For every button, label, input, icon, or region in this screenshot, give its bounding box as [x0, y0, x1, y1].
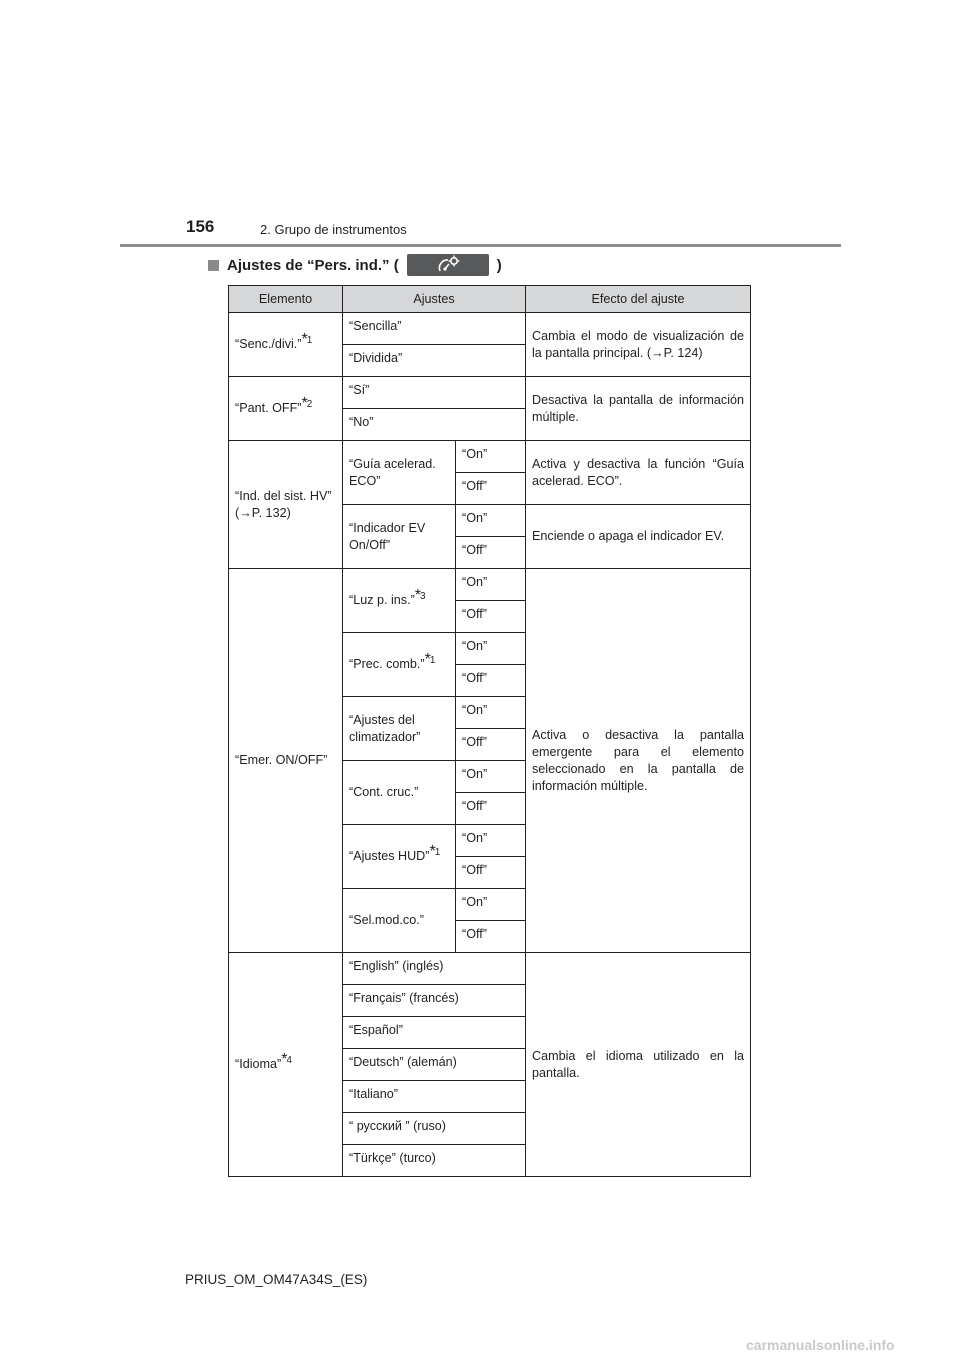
table-row	[229, 441, 751, 473]
footnote-number: 1	[429, 655, 436, 666]
on-cell: “On”	[456, 505, 526, 537]
sub-item-label: “Luz p. ins.”	[349, 593, 415, 607]
item-label: “Pant. OFF”	[235, 401, 302, 415]
section-title: 2. Grupo de instrumentos	[260, 222, 407, 237]
sub-item-cell	[343, 569, 456, 633]
item-cell	[229, 953, 343, 1177]
on-cell: “On”	[456, 633, 526, 665]
effect-cell: Activa y desactiva la función “Guía acelerad. ECO”.	[526, 441, 751, 505]
header-efecto: Efecto del ajuste	[526, 286, 751, 313]
footnote-number: 3	[420, 591, 426, 602]
off-cell: “Off”	[456, 921, 526, 953]
gauge-settings-icon	[407, 254, 489, 276]
off-cell: “Off”	[456, 729, 526, 761]
off-cell: “Off”	[456, 793, 526, 825]
footnote-asterisk: *	[301, 331, 308, 348]
language-cell: “Italiano”	[343, 1081, 526, 1113]
table-row	[229, 377, 751, 409]
footnote-number: 2	[306, 399, 313, 410]
effect-cell: Cambia el idioma utilizado en la pantalla.	[526, 953, 751, 1177]
section-heading	[208, 252, 502, 278]
header-rule	[120, 244, 841, 247]
document-code: PRIUS_OM_OM47A34S_(ES)	[185, 1272, 368, 1287]
sub-item-cell: “Cont. cruc.”	[343, 761, 456, 825]
sub-item-cell: “Sel.mod.co.”	[343, 889, 456, 953]
footnote-number: 1	[434, 847, 441, 858]
header-ajustes: Ajustes	[343, 286, 526, 313]
table-header-row	[229, 286, 751, 313]
footnote-number: 4	[286, 1055, 292, 1066]
table-row	[229, 569, 751, 601]
language-cell: “Deutsch” (alemán)	[343, 1049, 526, 1081]
heading-text: Ajustes de “Pers. ind.” (	[227, 256, 399, 274]
sub-item-label: “Prec. comb.”	[349, 657, 425, 671]
header-elemento: Elemento	[229, 286, 343, 313]
off-cell: “Off”	[456, 537, 526, 569]
on-cell: “On”	[456, 441, 526, 473]
language-cell: “Español”	[343, 1017, 526, 1049]
on-cell: “On”	[456, 889, 526, 921]
off-cell: “Off”	[456, 601, 526, 633]
sub-item-cell: “Ajustes del climatizador”	[343, 697, 456, 761]
off-cell: “Off”	[456, 857, 526, 889]
sub-item-label: “Ajustes HUD”	[349, 849, 430, 863]
on-cell: “On”	[456, 825, 526, 857]
effect-cell: Activa o desactiva la pantalla emergente para el elemento seleccionado en la pantalla de información múltiple.	[526, 569, 751, 953]
watermark: carmanualsonline.info	[746, 1337, 895, 1353]
effect-cell: Cambia el modo de visualización de la pantalla principal. (→P. 124)	[526, 313, 751, 377]
item-label: “Senc./divi.”	[235, 337, 302, 351]
footnote-asterisk: *	[414, 587, 422, 604]
footnote-asterisk: *	[281, 1051, 288, 1068]
item-label: “Idioma”	[235, 1057, 282, 1071]
sub-item-cell: “Indicador EV On/Off”	[343, 505, 456, 569]
page-header	[0, 0, 960, 250]
on-cell: “On”	[456, 569, 526, 601]
setting-cell: “Sencilla”	[343, 313, 526, 345]
sub-item-cell	[343, 633, 456, 697]
table-row	[229, 313, 751, 345]
effect-cell: Enciende o apaga el indicador EV.	[526, 505, 751, 569]
sub-item-cell	[343, 825, 456, 889]
language-cell: “ русский ” (ruso)	[343, 1113, 526, 1145]
square-bullet-icon	[208, 260, 219, 271]
language-cell: “Français” (francés)	[343, 985, 526, 1017]
settings-table	[228, 285, 751, 1177]
on-cell: “On”	[456, 761, 526, 793]
item-cell: “Emer. ON/OFF”	[229, 569, 343, 953]
setting-cell: “Sí”	[343, 377, 526, 409]
language-cell: “English” (inglés)	[343, 953, 526, 985]
language-cell: “Türkçe” (turco)	[343, 1145, 526, 1177]
setting-cell: “No”	[343, 409, 526, 441]
sub-item-cell: “Guía acelerad. ECO”	[343, 441, 456, 505]
item-cell	[229, 313, 343, 377]
item-cell: “Ind. del sist. HV” (→P. 132)	[229, 441, 343, 569]
footnote-asterisk: *	[301, 395, 308, 412]
item-cell	[229, 377, 343, 441]
off-cell: “Off”	[456, 473, 526, 505]
off-cell: “Off”	[456, 665, 526, 697]
effect-cell: Desactiva la pantalla de información múltiple.	[526, 377, 751, 441]
table-row	[229, 953, 751, 985]
footnote-asterisk: *	[429, 843, 436, 860]
on-cell: “On”	[456, 697, 526, 729]
page-number: 156	[186, 217, 215, 236]
heading-close: )	[496, 256, 502, 274]
setting-cell: “Dividida”	[343, 345, 526, 377]
footnote-number: 1	[306, 335, 313, 346]
footnote-asterisk: *	[424, 651, 431, 668]
